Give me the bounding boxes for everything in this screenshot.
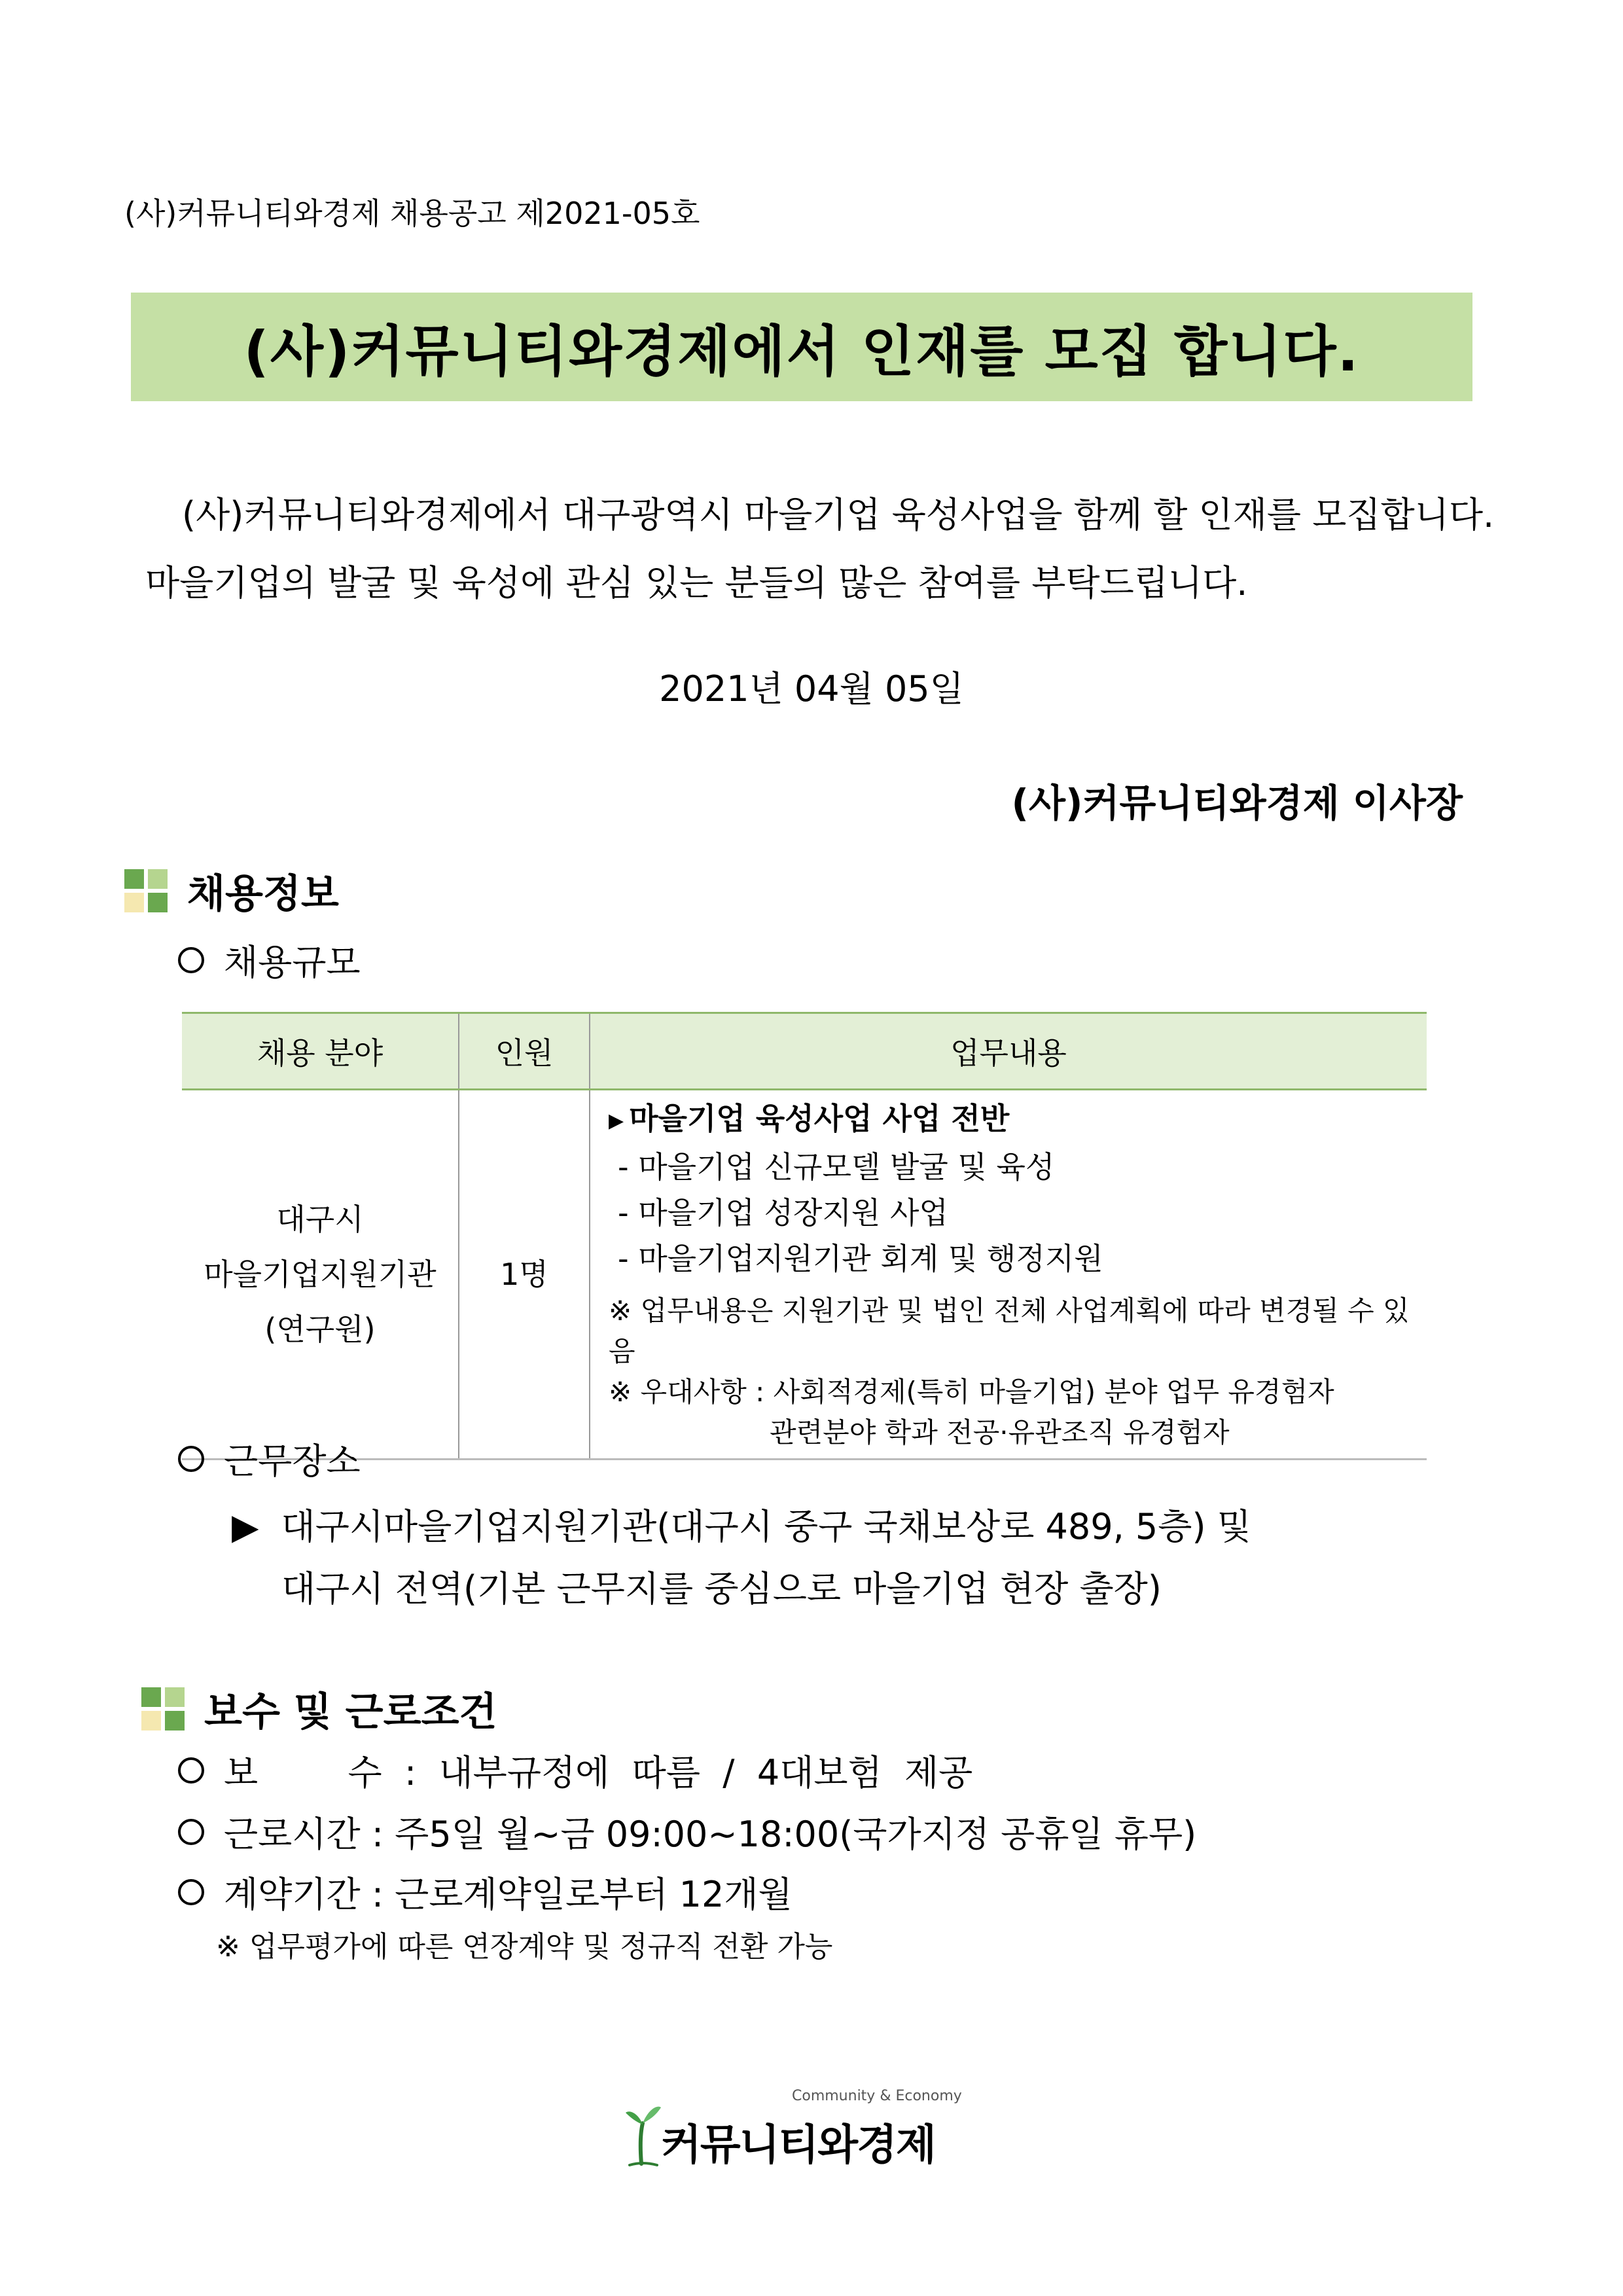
section-recruitment-info	[124, 863, 339, 919]
circle-bullet-icon	[178, 1879, 204, 1905]
recruitment-table	[182, 1012, 1427, 1460]
notice-date: 2021년 04월 05일	[659, 668, 964, 709]
logo-english: Community & Economy	[792, 2088, 962, 2104]
duty-head: ▶ 마을기업 육성사업 사업 전반	[609, 1101, 1010, 1136]
intro-line-1: (사)커뮤니티와경제에서 대구광역시 마을기업 육성사업을 함께 할 인재를 모집합니다.	[182, 494, 1495, 535]
section-bullet-icon	[141, 1687, 185, 1731]
sub-heading-label: 근무장소	[224, 1441, 361, 1482]
condition-item: 보 수 : 내부규정에 따름 / 4대보험 제공	[178, 1745, 972, 1795]
circle-bullet-icon	[178, 947, 204, 973]
condition-item: 계약기간 : 근로계약일로부터 12개월	[178, 1867, 793, 1917]
preference-note: ※ 우대사항 : 사회적경제(특히 마을기업) 분야 업무 유경험자	[609, 1375, 1334, 1408]
intro-line-2: 마을기업의 발굴 및 육성에 관심 있는 분들의 많은 참여를 부탁드립니다.	[145, 562, 1248, 603]
circle-bullet-icon	[178, 1757, 204, 1784]
circle-bullet-icon	[178, 1819, 204, 1845]
location-line-1: ▶ 대구시마을기업지원기관(대구시 중구 국채보상로 489, 5층) 및	[232, 1506, 1251, 1547]
column-header: 업무내용	[590, 1013, 1427, 1090]
duties-cell	[590, 1090, 1427, 1460]
logo-korean: 커뮤니티와경제	[661, 2121, 935, 2170]
section-bullet-icon	[124, 869, 168, 912]
signer: (사)커뮤니티와경제 이사장	[1011, 781, 1463, 825]
footnote: ※ 업무평가에 따른 연장계약 및 정규직 전환 가능	[216, 1930, 833, 1964]
sub-heading-label: 채용규모	[224, 942, 361, 983]
page-title: (사)커뮤니티와경제에서 인재를 모집 합니다.	[243, 319, 1360, 384]
field-line: 마을기업지원기관	[204, 1256, 437, 1292]
column-header: 인원	[459, 1013, 590, 1090]
field-line: 대구시	[276, 1201, 364, 1237]
organization-logo	[623, 2088, 962, 2173]
duty-item: - 마을기업 성장지원 사업	[618, 1194, 948, 1230]
table-header-row	[182, 1013, 1427, 1090]
sprout-icon	[623, 2098, 662, 2170]
sub-heading-location	[178, 1433, 361, 1484]
title-banner	[131, 293, 1472, 401]
table-row	[182, 1090, 1427, 1460]
section-title: 채용정보	[187, 871, 339, 917]
field-line: (연구원)	[264, 1311, 376, 1347]
count-cell: 1명	[459, 1090, 590, 1460]
field-cell	[182, 1090, 459, 1460]
column-header: 채용 분야	[182, 1013, 459, 1090]
duty-note: ※ 업무내용은 지원기관 및 법인 전체 사업계획에 따라 변경될 수 있음	[609, 1294, 1410, 1367]
condition-item: 근로시간 : 주5일 월~금 09:00~18:00(국가지정 공휴일 휴무)	[178, 1806, 1196, 1857]
preference-note-cont: 관련분야 학과 전공·유관조직 유경험자	[770, 1416, 1230, 1448]
section-title: 보수 및 근로조건	[204, 1689, 497, 1735]
circle-bullet-icon	[178, 1446, 204, 1472]
triangle-bullet-icon: ▶	[609, 1109, 624, 1132]
section-pay-conditions	[141, 1681, 497, 1737]
location-line-2: 대구시 전역(기본 근무지를 중심으로 마을기업 현장 출장)	[281, 1568, 1162, 1609]
sub-heading-scale	[178, 935, 361, 985]
notice-number: (사)커뮤니티와경제 채용공고 제2021-05호	[124, 196, 700, 231]
duty-item: - 마을기업 신규모델 발굴 및 육성	[618, 1149, 1055, 1185]
triangle-bullet-icon: ▶	[232, 1506, 259, 1547]
duty-item: - 마을기업지원기관 회계 및 행정지원	[618, 1240, 1103, 1276]
